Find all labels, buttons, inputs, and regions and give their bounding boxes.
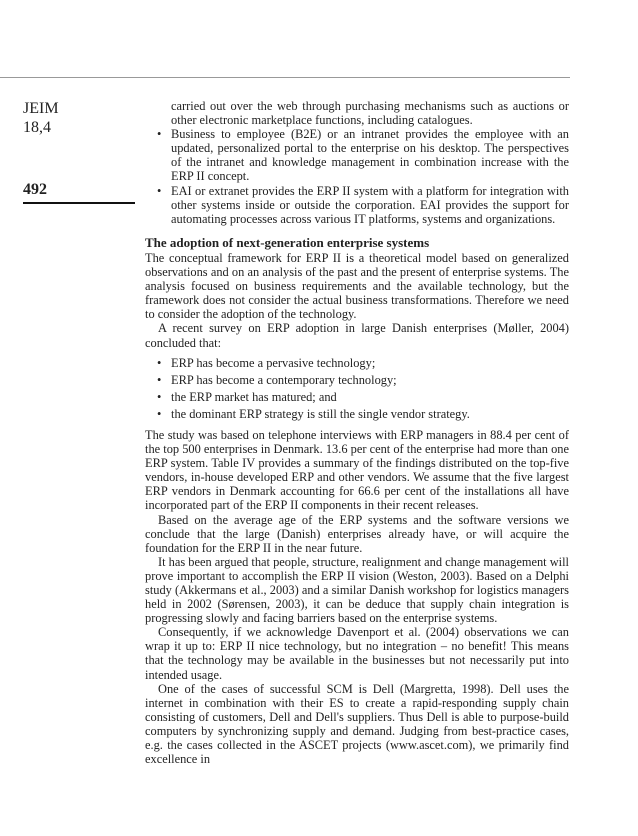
paragraph: Consequently, if we acknowledge Davenport et al. (2004) observations we can wrap it up to: ERP II nice technology, but no integration – no benefit! This means that the technology may be available in the businesses but not necessarily put into intended usage. <box>145 625 569 682</box>
list-item: • Business to employee (B2E) or an intranet provides the employee with an updated, personalized portal to the enterprise on his desktop. The perspectives of the intranet and knowledge management in combination increase with the ERP II concept. <box>157 127 569 184</box>
bullet-list-survey <box>145 356 569 421</box>
paragraph: A recent survey on ERP adoption in large Danish enterprises (Møller, 2004) concluded that: <box>145 321 569 350</box>
bullet-list-components <box>145 127 569 226</box>
paragraph: The study was based on telephone interviews with ERP managers in 88.4 per cent of the top 500 enterprises in Denmark. 13.6 per cent of the enterprise had more than one ERP system. Table IV provides a summary of the findings distributed on the top-five vendors, in-house developed ERP and other vendors. We assume that the five largest ERP vendors in Denmark accounting for 66.6 per cent of the installations all have incorporated part of the ERP II components in their recent releases. <box>145 427 569 513</box>
header-rule <box>0 77 570 78</box>
section-heading: The adoption of next-generation enterprise systems <box>145 234 430 250</box>
list-item: • the ERP market has matured; and <box>157 389 337 404</box>
list-item: • EAI or extranet provides the ERP II system with a platform for integration with other systems inside or outside the corporation. EAI provides the support for automating processes across various IT platforms, systems and organizations. <box>157 183 569 226</box>
list-item: • the dominant ERP strategy is still the single vendor strategy. <box>157 406 470 421</box>
page-number-rule <box>23 202 135 204</box>
list-item: • ERP has become a contemporary technology; <box>157 372 397 387</box>
list-item: • ERP has become a pervasive technology; <box>157 355 376 370</box>
page-number: 492 <box>23 181 47 198</box>
paragraph: One of the cases of successful SCM is Dell (Margretta, 1998). Dell uses the internet in combination with their ES to create a rapid-responding supply chain consisting of customers, Dell and Dell's suppliers. Thus Dell is able to purpose-build computers by synchronizing supply and demand. Judging from best-practice cases, e.g. the cases collected in the ASCET projects (www.ascet.com), we primarily find excellence in <box>145 681 569 767</box>
journal-name: JEIM <box>23 100 59 117</box>
paragraph: Based on the average age of the ERP systems and the software versions we conclude that the large (Danish) enterprises already have, or will acquire the foundation for the ERP II in the near future. <box>145 512 569 555</box>
paragraph: It has been argued that people, structure, realignment and change management will prove important to accomplish the ERP II vision (Weston, 2003). Based on a Delphi study (Akkermans et al., 2003) and a similar Danish workshop for logistics managers held in 2002 (Sørensen, 2003), it can be deduce that supply chain integration is progressing slowly and facing barriers based on the enterprise systems. <box>145 554 569 626</box>
body-text <box>145 99 569 766</box>
margin-sidebar <box>23 99 135 204</box>
continued-bullet-text: carried out over the web through purchasing mechanisms such as auctions or other electronic marketplace functions, including catalogues. <box>171 99 569 128</box>
journal-volume: 18,4 <box>23 119 51 136</box>
paragraph: The conceptual framework for ERP II is a theoretical model based on generalized observations and on an analysis of the past and the present of enterprise systems. The analysis focused on business requirements and the available technology, but the framework does not consider the actual business transformations. Therefore we need to consider the adoption of the technology. <box>145 250 569 322</box>
